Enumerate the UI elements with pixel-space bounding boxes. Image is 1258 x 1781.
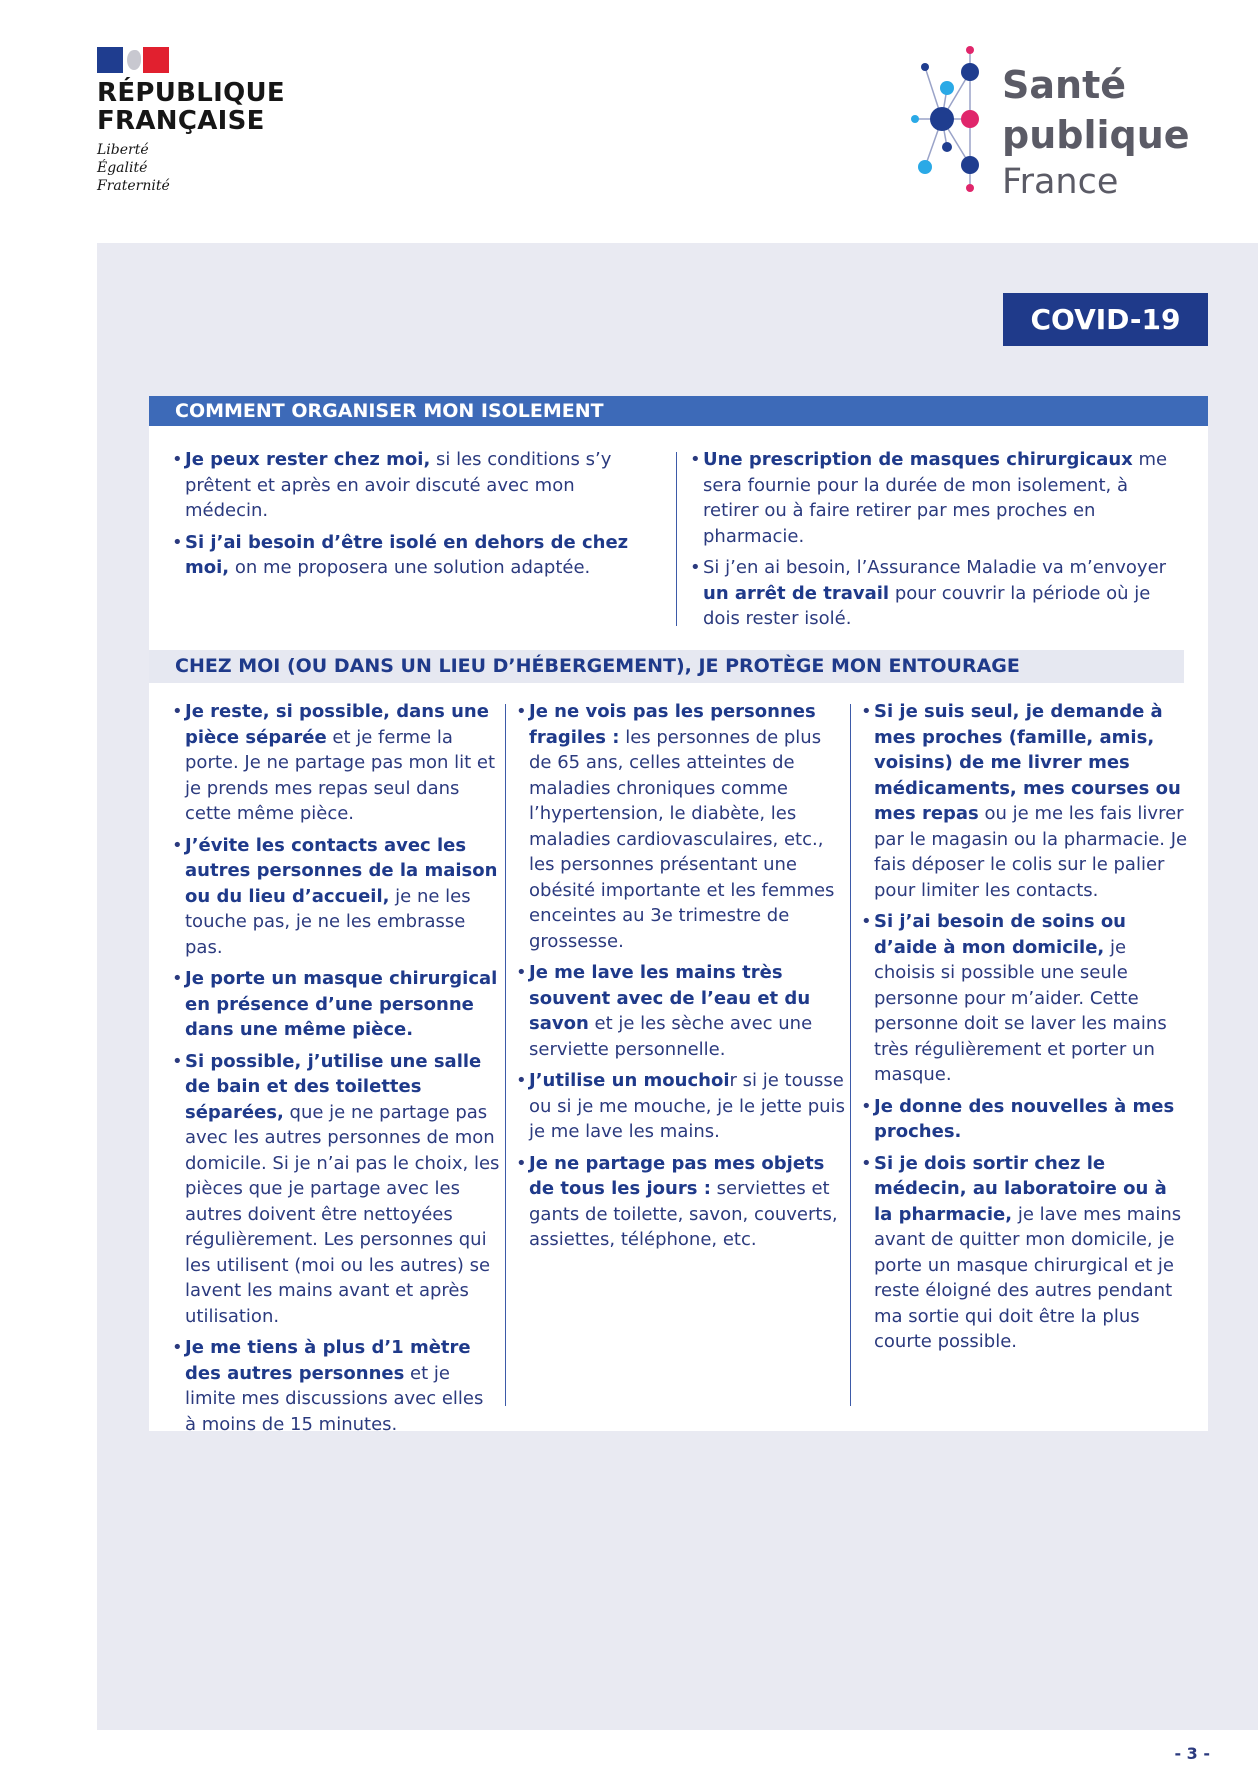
list-item: • Je porte un masque chirurgical en présence d’une personne dans une même pièce. bbox=[172, 966, 500, 1043]
list-item: • Je donne des nouvelles à mes proches. bbox=[861, 1094, 1191, 1145]
section2-column-1 bbox=[172, 699, 500, 1443]
covid-badge: COVID-19 bbox=[1003, 293, 1208, 346]
rf-motto-line3: Fraternité bbox=[97, 178, 170, 194]
list-item: • Si j’ai besoin de soins ou d’aide à mon domicile, je choisis si possible une seule personne pour m’aider. Cette personne doit se laver les mains très régulièrement et porter un masque. bbox=[861, 909, 1191, 1088]
section2-title: CHEZ MOI (OU DANS UN LIEU D’HÉBERGEMENT), JE PROTÈGE MON ENTOURAGE bbox=[149, 650, 1184, 683]
spf-wordmark bbox=[1002, 60, 1190, 204]
list-item: • Je ne partage pas mes objets de tous les jours : serviettes et gants de toilette, savon, couverts, assiettes, téléphone, etc. bbox=[516, 1151, 846, 1253]
section2-column-2 bbox=[516, 699, 846, 1259]
column-divider bbox=[850, 704, 851, 1406]
page-number: - 3 - bbox=[1174, 1744, 1210, 1763]
list-item: • Si possible, j’utilise une salle de bain et des toilettes séparées, que je ne partage pas avec les autres personnes de mon domicile. Si je n’ai pas le choix, les pièces que je partage avec les autres doivent être nettoyées régulièrement. Les personnes qui les utilisent (moi ou les autres) se lavent les mains avant et après utilisation. bbox=[172, 1049, 500, 1330]
column-divider bbox=[676, 452, 677, 626]
list-item: • J’utilise un mouchoir si je tousse ou si je me mouche, je le jette puis je me lave les mains. bbox=[516, 1068, 846, 1145]
republique-francaise-logo bbox=[97, 47, 285, 195]
section1-right-column bbox=[690, 447, 1180, 638]
list-item: • Je ne vois pas les personnes fragiles : les personnes de plus de 65 ans, celles atteintes de maladies chroniques comme l’hypertension, le diabète, les maladies cardiovasculaires, etc., les personnes présentant une obésité importante et les femmes enceintes au 3e trimestre de grossesse. bbox=[516, 699, 846, 954]
list-item: • Une prescription de masques chirurgicaux me sera fournie pour la durée de mon isolement, à retirer ou à faire retirer par mes proches en pharmacie. bbox=[690, 447, 1180, 549]
rf-motto-line2: Égalité bbox=[97, 160, 148, 176]
list-item: • Je reste, si possible, dans une pièce séparée et je ferme la porte. Je ne partage pas mon lit et je prends mes repas seul dans cette même pièce. bbox=[172, 699, 500, 827]
spf-line2: publique bbox=[1002, 113, 1190, 157]
rf-motto bbox=[97, 141, 285, 195]
list-item: • Si j’en ai besoin, l’Assurance Maladie va m’envoyer un arrêt de travail pour couvrir la période où je dois rester isolé. bbox=[690, 555, 1180, 632]
column-divider bbox=[505, 704, 506, 1406]
rf-name-line2: FRANÇAISE bbox=[97, 106, 265, 136]
section1-left-column bbox=[172, 447, 662, 587]
list-item: • Si je dois sortir chez le médecin, au laboratoire ou à la pharmacie, je lave mes mains avant de quitter mon domicile, je porte un masque chirurgical et je reste éloigné des autres pendant ma sortie qui doit être la plus courte possible. bbox=[861, 1151, 1191, 1355]
spf-line3: France bbox=[1002, 162, 1119, 202]
list-item: • Si je suis seul, je demande à mes proches (famille, amis, voisins) de me livrer mes médicaments, mes courses ou mes repas ou je me les fais livrer par le magasin ou la pharmacie. Je fais déposer le colis sur le palier pour limiter les contacts. bbox=[861, 699, 1191, 903]
rf-motto-line1: Liberté bbox=[97, 142, 149, 158]
section2-column-3 bbox=[861, 699, 1191, 1361]
rf-name-line1: RÉPUBLIQUE bbox=[97, 78, 285, 108]
marianne-flag-icon bbox=[97, 47, 169, 73]
list-item: • Je me lave les mains très souvent avec de l’eau et du savon et je les sèche avec une serviette personnelle. bbox=[516, 960, 846, 1062]
rf-name bbox=[97, 79, 285, 135]
list-item: • Si j’ai besoin d’être isolé en dehors de chez moi, on me proposera une solution adaptée. bbox=[172, 530, 662, 581]
list-item: • Je me tiens à plus d’1 mètre des autres personnes et je limite mes discussions avec elles à moins de 15 minutes. bbox=[172, 1335, 500, 1437]
section1-title: COMMENT ORGANISER MON ISOLEMENT bbox=[149, 396, 1208, 426]
spf-line1: Santé bbox=[1002, 63, 1127, 107]
list-item: • Je peux rester chez moi, si les conditions s’y prêtent et après en avoir discuté avec mon médecin. bbox=[172, 447, 662, 524]
list-item: • J’évite les contacts avec les autres personnes de la maison ou du lieu d’accueil, je ne les touche pas, je ne les embrasse pas. bbox=[172, 833, 500, 961]
